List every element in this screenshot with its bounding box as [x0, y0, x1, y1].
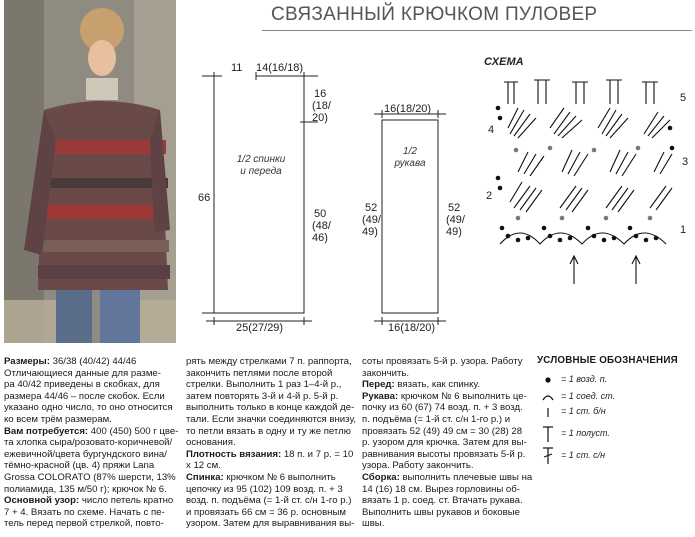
scheme-row-5 — [504, 80, 658, 104]
col2-line: основания. — [186, 437, 236, 449]
col1-line: Основной узор: число петель кратно — [4, 495, 174, 507]
scheme-row-number-5: 5 — [680, 92, 687, 104]
col1-line: 7 + 4. Вязать по схеме. Начать с пе- — [4, 506, 165, 518]
scheme-fans-middle — [518, 150, 672, 176]
col2-line: х 12 см. — [186, 460, 221, 472]
arc-slip-icon — [537, 390, 559, 404]
col1-line: указано одно число, то оно относится — [4, 402, 173, 414]
text-column-2 — [186, 356, 362, 530]
body-right-top-dim-2: (18/ — [312, 100, 331, 112]
col3-line: Выполнить швы рукавов и боковые — [362, 506, 520, 518]
body-right-mid-dim-2: (48/ — [312, 220, 331, 232]
col2-line: стрелки. Выполнить 1 раз 1–4-й р., — [186, 379, 342, 391]
sleeve-right-dim-1: 52 — [448, 202, 461, 214]
col1-line: ко всем трём размерам. — [4, 413, 112, 425]
col2-line: и провязать 66 см = 36 р. основным — [186, 506, 346, 518]
body-label — [214, 154, 308, 178]
col3-line: швы. — [362, 518, 385, 530]
sleeve-right-dim-3: 49) — [446, 226, 462, 238]
col3-line: Рукава: крючком № 6 выполнить це- — [362, 390, 527, 402]
scheme-row-number-1: 1 — [680, 224, 687, 236]
dot-chain-icon — [537, 373, 559, 387]
col1-line: тёмно-красной (цв. 4) пряжи Lana — [4, 460, 155, 472]
pattern-sleeve-outline — [368, 100, 461, 346]
col1-line: Размеры: 36/38 (40/42) 44/46 — [4, 356, 137, 367]
body-top-left-dim: 11 — [231, 62, 243, 74]
col3-line: п. подъёма (= 1-й ст. с/н 1-го р.) и — [362, 413, 511, 425]
col3-line: р. узором для крючка. Затем для вы- — [362, 437, 527, 449]
col2-line: возд. п. подъёма (= 1-й ст. с/н 1-го р.) — [186, 495, 352, 507]
sleeve-right-dim-2: (49/ — [446, 214, 465, 226]
model-photo — [4, 0, 176, 343]
col1-line: Grossa COLORATO (87% шерсти, 13% — [4, 471, 176, 483]
sleeve-label-line-2: рукава — [394, 158, 426, 169]
col2-line: Спинка: крючком № 6 выполнить — [186, 471, 336, 483]
col1-line: тель перед первой стрелкой, повто- — [4, 518, 164, 530]
half-double-icon — [537, 424, 559, 444]
col3-line: узора. Работу закончить. — [362, 460, 474, 472]
body-label-line-2: и переда — [240, 166, 282, 177]
sleeve-left-dim-2: (49/ — [362, 214, 381, 226]
col2-line: то петли вязать в одну и ту же петлю — [186, 425, 351, 437]
page-title: СВЯЗАННЫЙ КРЮЧКОМ ПУЛОВЕР — [271, 4, 598, 25]
col3-line: вязать 1 р. соед. ст. Втачать рукава. — [362, 495, 523, 507]
col1-line: Вам потребуется: 400 (450) 500 г цве- — [4, 425, 179, 437]
sleeve-bottom-dim: 16(18/20) — [388, 322, 436, 334]
scheme-fans-lower — [510, 182, 672, 212]
model-photo-drawing — [4, 0, 176, 343]
body-bottom-dim: 25(27/29) — [236, 322, 284, 334]
col3-line: Перед: вязать, как спинку. — [362, 379, 480, 391]
col2-line: цепочку из 95 (102) 109 возд. п. + 3 — [186, 483, 343, 495]
col2-line: затем повторять 3-й и 4-й р. 5-й р. — [186, 390, 339, 402]
body-top-right-dim: 14(16/18) — [256, 62, 304, 74]
crochet-scheme-chart — [490, 68, 689, 294]
col1-line: та хлопка сыра/розовато-коричневой/ — [4, 437, 173, 449]
body-right-mid-dim-3: 46) — [312, 232, 328, 244]
legend-item-text: = 1 ст. с/н — [561, 450, 606, 460]
sleeve-left-dim-3: 49) — [362, 226, 378, 238]
legend-item-text: = 1 возд. п. — [561, 374, 608, 384]
col3-line: Сборка: выполнить плечевые швы на — [362, 471, 533, 483]
sleeve-left-dim-1: 52 — [365, 202, 378, 214]
text-column-1 — [4, 356, 180, 530]
col1-line: полиамида, 135 м/50 г); крючок № 6. — [4, 483, 167, 495]
sleeve-top-dim: 16(18/20) — [384, 103, 432, 115]
legend-item-text: = 1 ст. б/н — [561, 406, 606, 416]
col1-line: ежевичной/цвета бургундского вина/ — [4, 448, 167, 460]
legend-title: УСЛОВНЫЕ ОБОЗНАЧЕНИЯ — [537, 355, 678, 366]
col2-line: выполнить только в конце каждой де- — [186, 402, 355, 414]
single-crochet-icon — [537, 405, 559, 419]
col3-line: закончить. — [362, 367, 410, 379]
text-column-3 — [362, 356, 538, 530]
col2-line: Плотность вязания: 18 п. и 7 р. = 10 — [186, 448, 354, 460]
body-label-line-1: 1/2 спинки — [236, 154, 286, 165]
title-underline — [262, 30, 692, 31]
double-crochet-icon — [537, 446, 559, 466]
scheme-fans-upper — [508, 108, 670, 138]
col1-line: размера 44/46 – после скобок. Если — [4, 390, 165, 402]
body-right-top-dim-3: 20) — [312, 112, 328, 124]
scheme-arrow-right — [632, 256, 640, 284]
col2-line: рять между стрелками 7 п. раппорта, — [186, 356, 352, 367]
scheme-row-number-2: 2 — [486, 190, 493, 202]
legend-item-text: = 1 соед. ст. — [561, 391, 616, 401]
scheme-title: СХЕМА — [484, 56, 524, 68]
col1-line: Отличающиеся данные для разме- — [4, 367, 161, 379]
legend-item-text: = 1 полуст. — [561, 428, 610, 438]
scheme-row-number-4: 4 — [488, 124, 495, 136]
body-right-top-dim-1: 16 — [314, 88, 327, 100]
col2-line: тали. Если значки соединяются внизу, — [186, 413, 356, 425]
sleeve-label-line-1: 1/2 — [403, 146, 417, 157]
scheme-row-number-3: 3 — [682, 156, 689, 168]
col2-line: узором. Затем для выравнивания вы- — [186, 518, 355, 530]
col3-line: провязать 52 (49) 49 см = 30 (28) 28 — [362, 425, 523, 437]
scheme-arrow-left — [570, 256, 578, 284]
sleeve-label — [382, 146, 438, 170]
body-height-dim: 66 — [198, 192, 211, 204]
scheme-chain-dots — [496, 106, 675, 243]
col3-line: почку из 60 (67) 74 возд. п. + 3 возд. — [362, 402, 523, 414]
col1-line: ра 40/42 приведены в скобках, для — [4, 379, 160, 391]
col3-line: равнивания высоты провязать 5-й р. — [362, 448, 526, 460]
scheme-base-wave — [500, 233, 666, 244]
col3-line: 14 (16) 18 см. Вырез горловины об- — [362, 483, 520, 495]
col2-line: закончить петлями после второй — [186, 367, 333, 379]
col3-line: соты провязать 5-й р. узора. Работу — [362, 356, 523, 367]
body-right-mid-dim-1: 50 — [314, 208, 327, 220]
